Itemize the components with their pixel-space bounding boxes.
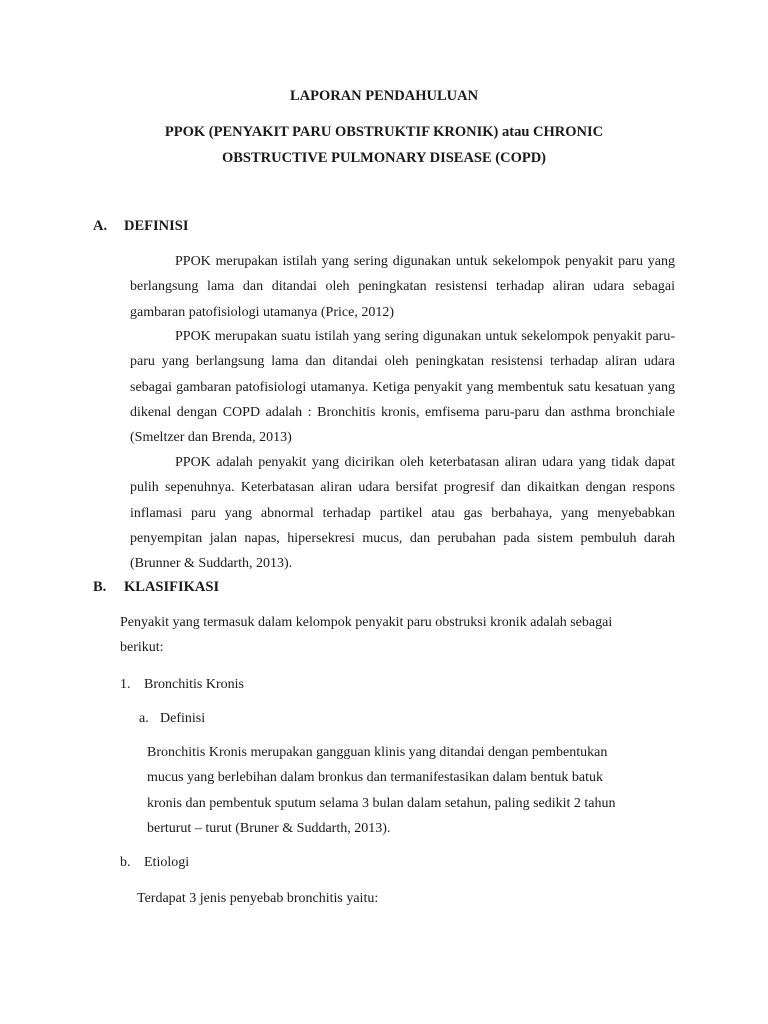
sub-item-letter: a. <box>139 711 149 726</box>
list-item-label: Bronchitis Kronis <box>144 677 244 692</box>
section-b-title: KLASIFIKASI <box>124 579 220 595</box>
section-a-letter: A. <box>93 218 108 234</box>
document-subtitle-line1: PPOK (PENYAKIT PARU OBSTRUKTIF KRONIK) atau CHRONIC <box>164 124 604 140</box>
definition-line: mucus yang berlebihan dalam bronkus dan termanifestasikan dalam bentuk batuk <box>147 770 604 786</box>
document-title: LAPORAN PENDAHULUAN <box>289 88 479 104</box>
classification-intro-line2: berikut: <box>120 640 164 656</box>
section-a-title: DEFINISI <box>124 218 189 234</box>
definition-paragraph-3: PPOK adalah penyakit yang dicirikan oleh keterbatasan aliran udara yang tidak dapat pulih sepenuhnya. Keterbatasan aliran udara bersifat progresif dan dikaitkan dengan respons inflamasi paru yang abnormal terhadap partikel atau gas berbahaya, yang menyebabkan penyempitan jalan napas, hipersekresi mucus, dan perubahan pada sistem pembuluh darah (Brunner & Suddarth, 2013). <box>130 455 675 572</box>
section-b-letter: B. <box>93 579 107 595</box>
bronchitis-definition <box>147 740 616 841</box>
definition-line: kronis dan pembentuk sputum selama 3 bulan dalam setahun, paling sedikit 2 tahun <box>147 795 616 811</box>
definition-line: Bronchitis Kronis merupakan gangguan klinis yang ditandai dengan pembentukan <box>147 745 608 760</box>
definition-paragraph-2: PPOK merupakan suatu istilah yang sering digunakan untuk sekelompok penyakit paru-paru yang berlangsung lama dan ditandai oleh peningkatan resistensi terhadap aliran udara sebagai gambaran patofisiologi utamanya. Ketiga penyakit yang membentuk satu kesatuan yang dikenal dengan COPD adalah : Bronchitis kronis, emfisema paru-paru dan asthma bronchiale (Smeltzer dan Brenda, 2013) <box>130 329 675 446</box>
etiology-text: Terdapat 3 jenis penyebab bronchitis yaitu: <box>137 891 379 906</box>
definition-line: berturut – turut (Bruner & Suddarth, 2013). <box>147 820 391 836</box>
sub-item-letter: b. <box>120 855 131 870</box>
list-item-number: 1. <box>120 677 131 692</box>
definition-paragraph-1: PPOK merupakan istilah yang sering digunakan untuk sekelompok penyakit paru yang berlangsung lama dan ditandai oleh peningkatan resistensi terhadap aliran udara sebagai gambaran patofisiologi utamanya (Price, 2012) <box>130 254 675 320</box>
document-subtitle-line2: OBSTRUCTIVE PULMONARY DISEASE (COPD) <box>221 150 547 166</box>
sub-item-label: Etiologi <box>144 855 190 870</box>
classification-intro <box>120 610 612 661</box>
classification-intro-line1: Penyakit yang termasuk dalam kelompok penyakit paru obstruksi kronik adalah sebagai <box>120 615 613 630</box>
sub-item-label: Definisi <box>160 711 206 726</box>
